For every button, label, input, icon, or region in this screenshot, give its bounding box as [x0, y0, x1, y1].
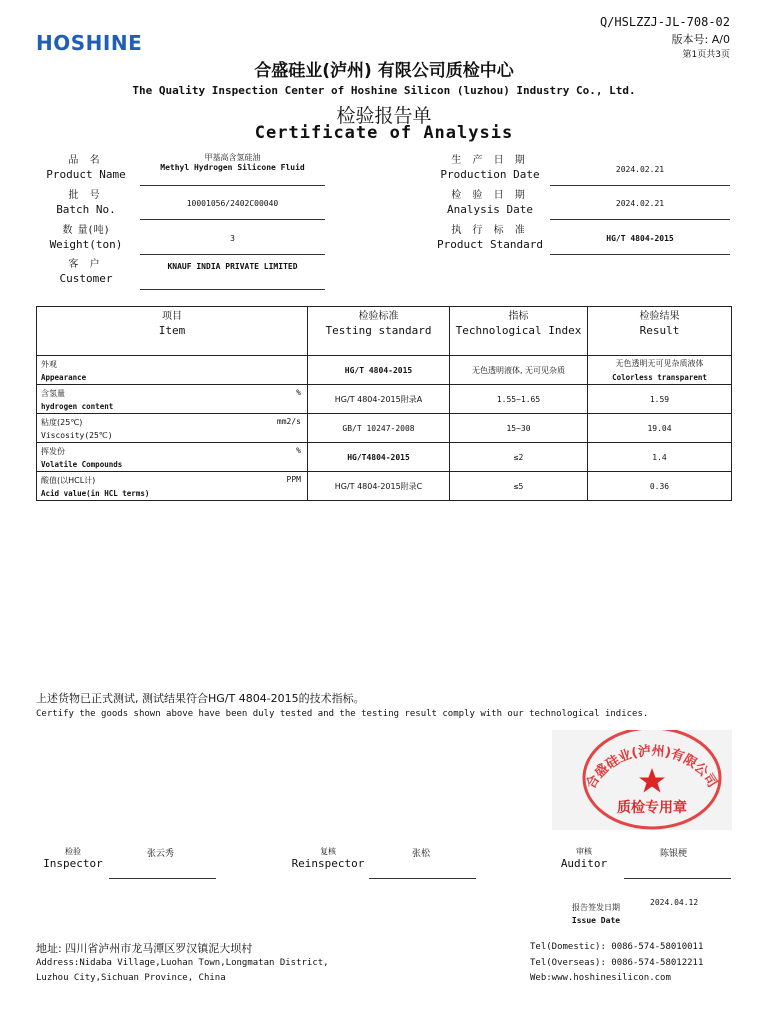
- product-name-underline: [140, 185, 325, 186]
- item-cell: 外观 Appearance: [37, 356, 308, 385]
- table-row: [37, 385, 732, 414]
- inspector-name: 张云秀: [147, 849, 175, 859]
- production-date-label: 生 产 日 期 Production Date: [440, 155, 540, 181]
- production-date-value: 2024.02.21: [615, 165, 665, 174]
- standard-cell: GB/T 10247-2008: [308, 414, 450, 443]
- result-cell: 1.59: [588, 385, 732, 414]
- result-cell: 1.4: [588, 443, 732, 472]
- stamp-center-text: 质检专用章: [617, 800, 687, 816]
- table-row: [37, 414, 732, 443]
- reinspector-label: 复核 Reinspector: [291, 847, 365, 870]
- footer-address-en-line1: Address:Nidaba Village,Luohan Town,Longmatan District,: [36, 958, 329, 968]
- footer-address-en-line2: Luzhou City,Sichuan Province, China: [36, 973, 226, 983]
- center-title-en: The Quality Inspection Center of Hoshine Silicon (luzhou) Industry Co., Ltd.: [132, 84, 636, 97]
- index-cell: ≤2: [450, 443, 588, 472]
- production-date-underline: [550, 185, 730, 186]
- table-row: [37, 443, 732, 472]
- analysis-date-value: 2024.02.21: [615, 199, 665, 208]
- reinspector-name: 张松: [412, 849, 431, 859]
- standard-cell: HG/T 4804-2015附录A: [308, 385, 450, 414]
- footer-address-cn: 地址: 四川省泸州市龙马潭区罗汉镇泥大坝村: [36, 942, 253, 955]
- analysis-date-underline: [550, 219, 730, 220]
- customer-value: KNAUF INDIA PRIVATE LIMITED: [167, 262, 298, 271]
- standard-cell: HG/T4804-2015: [308, 443, 450, 472]
- product-name-value-en: Methyl Hydrogen Silicone Fluid: [160, 163, 305, 172]
- result-cell: 19.04: [588, 414, 732, 443]
- reinspector-underline: [369, 878, 476, 879]
- item-cell: 粘度(25℃) Viscosity(25℃) mm2/s: [37, 414, 308, 443]
- item-cell: 含氢量 hydrogen content %: [37, 385, 308, 414]
- footer-tel-domestic: Tel(Domestic): 0086-574-58010011: [530, 942, 704, 952]
- analysis-date-label: 检 验 日 期 Analysis Date: [446, 190, 534, 216]
- header-item: 项目 Item: [37, 307, 308, 356]
- weight-underline: [140, 254, 325, 255]
- inspector-underline: [109, 878, 216, 879]
- customer-label: 客 户 Customer: [59, 259, 113, 285]
- header-testing-standard: 检验标准 Testing standard: [308, 307, 450, 356]
- header-result: 检验结果 Result: [588, 307, 732, 356]
- certify-statement-en: Certify the goods shown above have been duly tested and the testing result comply with our technological indices.: [36, 709, 649, 719]
- report-title-en: Certificate of Analysis: [254, 123, 514, 143]
- weight-label: 数 量(吨) Weight(ton): [49, 225, 123, 251]
- footer-web: Web:www.hoshinesilicon.com: [530, 973, 671, 983]
- auditor-label: 审核 Auditor: [560, 847, 608, 870]
- issue-date-label: 报告签发日期 Issue Date: [571, 903, 621, 925]
- batch-no-label: 批 号 Batch No.: [56, 190, 116, 216]
- product-standard-underline: [550, 254, 730, 255]
- report-title-cn: 检验报告单: [336, 105, 432, 127]
- batch-no-value: 10001056/2402C00040: [186, 199, 279, 208]
- center-title-cn: 合盛硅业(泸州) 有限公司质检中心: [254, 61, 514, 81]
- batch-no-underline: [140, 219, 325, 220]
- quality-stamp-seal: [552, 730, 732, 830]
- standard-cell: HG/T 4804-2015附录C: [308, 472, 450, 501]
- table-row: [37, 472, 732, 501]
- stamp-star-icon: [639, 768, 665, 793]
- page-info: 第1页共3页: [682, 50, 730, 60]
- product-standard-label: 执 行 标 准 Product Standard: [437, 225, 543, 251]
- index-cell: 15~30: [450, 414, 588, 443]
- weight-value: 3: [230, 234, 235, 243]
- version-number: 版本号: A/0: [671, 33, 730, 46]
- item-cell: 酸值(以HCL计) Acid value(in HCL terms) PPM: [37, 472, 308, 501]
- product-name-label: 品 名 Product Name: [46, 155, 126, 181]
- document-code: Q/HSLZZJ-JL-708-02: [599, 15, 730, 29]
- auditor-underline: [624, 878, 731, 879]
- standard-cell: HG/T 4804-2015: [308, 356, 450, 385]
- certify-statement-cn: 上述货物已正式测试, 测试结果符合HG/T 4804-2015的技术指标。: [36, 692, 365, 705]
- product-name-value-cn: 甲基高含氢硅油: [204, 153, 261, 162]
- header-technological-index: 指标 Technological Index: [450, 307, 588, 356]
- stamp-arc-text: 合盛硅业(泸州)有限公司: [583, 743, 720, 792]
- item-cell: 挥发份 Volatile Compounds %: [37, 443, 308, 472]
- issue-date-value: 2024.04.12: [650, 898, 699, 907]
- index-cell: 1.55~1.65: [450, 385, 588, 414]
- table-header-row: [37, 307, 732, 356]
- footer-tel-overseas: Tel(Overseas): 0086-574-58012211: [530, 958, 704, 968]
- table-row: [37, 356, 732, 385]
- inspector-label: 检验 Inspector: [43, 847, 103, 870]
- result-cell: 0.36: [588, 472, 732, 501]
- result-cell: 无色透明无可见杂质液体 Colorless transparent: [588, 356, 732, 385]
- company-logo: HOSHINE: [36, 31, 143, 55]
- index-cell: 无色透明液体, 无可见杂质: [450, 356, 588, 385]
- results-table: [36, 306, 732, 501]
- customer-underline: [140, 289, 325, 290]
- auditor-name: 陈银梗: [660, 849, 688, 859]
- stamp-area: [552, 730, 732, 830]
- index-cell: ≤5: [450, 472, 588, 501]
- product-standard-value: HG/T 4804-2015: [606, 234, 674, 243]
